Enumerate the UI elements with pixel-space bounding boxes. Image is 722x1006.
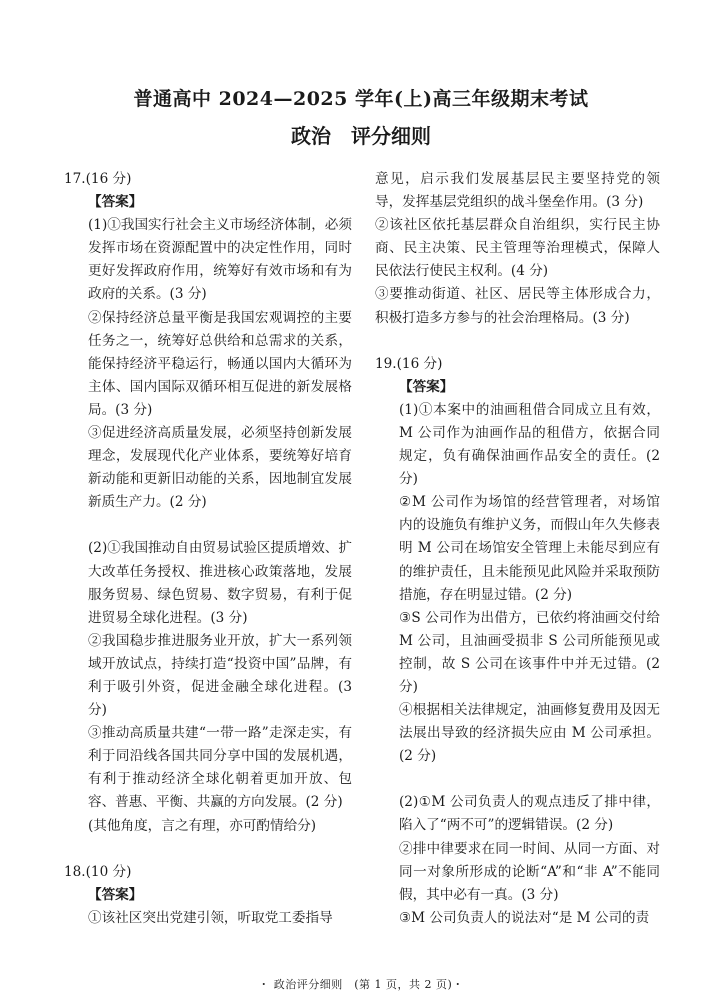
spacer [64,838,352,861]
q17-paragraph: (2)①我国推动自由贸易试验区提质增效、扩大改革任务授权、推进核心政策落地，发展服务贸易、绿色贸易、数字贸易，有利于促进贸易全球化进程。(3 分) [88,540,352,626]
page-title: 普通高中 2024—2025 学年(上)高三年级期末考试 [133,88,589,110]
q17-paragraph: ②我国稳步推进服务业开放，扩大一系列领域开放试点，持续打造“投资中国”品牌，有利于吸引外资，促进金融全球化进程。(3 分) [88,632,352,719]
q18-paragraph: ①该社区突出党建引领，听取党工委指导 [88,909,333,926]
page-footer: ・ 政治评分细则 (第 1 页，共 2 页)・ [258,978,464,991]
question-17-number: 17.(16 分) [64,171,132,187]
q19-paragraph: (1)①本案中的油画租借合同成立且有效，M 公司作为油画作品的租借方，依据合同规定，负有确保油画作品安全的责任。(2 分) [399,401,660,488]
question-17-answer-label: 【答案】 [88,194,143,211]
spacer [375,768,660,791]
q19-paragraph: ②排中律要求在同一时间、从同一方面、对同一对象所形成的论断“A”和“非 A”不能同假，其中必有一真。(3 分) [399,840,660,903]
q19-paragraph: ②M 公司作为场馆的经营管理者，对场馆内的设施负有维护义务，而假山年久失修表明 M 公司在场馆安全管理上未能尽到应有的维护责任，且未能预见此风险并采取预防措施，存在明显过错。(2 分) [399,494,660,603]
q19-paragraph: (2)①M 公司负责人的观点违反了排中律，陷入了“两不可”的逻辑错误。(2 分) [399,794,660,834]
spacer [64,514,352,537]
q18-paragraph: ③要推动街道、社区、居民等主体形成合力，积极打造多方参与的社会治理格局。(3 分) [375,286,660,326]
question-18-number: 18.(10 分) [64,863,132,880]
q19-paragraph: ④根据相关法律规定，油画修复费用及因无法展出导致的经济损失应由 M 公司承担。(2 分) [399,702,660,765]
spacer [375,330,660,353]
q18-paragraph: ②该社区依托基层群众自治组织，实行民主协商、民主决策、民主管理等治理模式，保障人民依法行使民主权利。(4 分) [375,217,660,280]
q18-paragraph: 意见，启示我们发展基层民主要坚持党的领导，发挥基层党组织的战斗堡垒作用。(3 分) [375,171,660,211]
q17-paragraph: (1)①我国实行社会主义市场经济体制，必须发挥市场在资源配置中的决定性作用，同时更好发挥政府作用，统筹好有效市场和有为政府的关系。(3 分) [88,217,352,303]
right-column [375,168,660,930]
question-18-answer-label: 【答案】 [88,886,143,903]
q19-paragraph: ③S 公司作为出借方，已依约将油画交付给 M 公司，且油画受损非 S 公司所能预见或控制，故 S 公司在该事件中并无过错。(2 分) [399,609,660,695]
q19-paragraph: ③M 公司负责人的说法对“是 M 公司的责 [399,909,650,926]
page-subtitle: 政治 评分细则 [291,124,431,148]
question-19-number: 19.(16 分) [375,355,443,372]
q17-paragraph: ②保持经济总量平衡是我国宏观调控的主要任务之一，统筹好总供给和总需求的关系，能保持经济平稳运行，畅通以国内大循环为主体、国内国际双循环相互促进的新发展格局。(3 分) [88,309,352,418]
question-19-answer-label: 【答案】 [399,378,454,395]
q17-paragraph: ③促进经济高质量发展，必须坚持创新发展理念，发展现代化产业体系，要统筹好培育新动能和更新旧动能的关系，因地制宜发展新质生产力。(2 分) [88,425,352,511]
left-column [64,168,352,930]
q17-note: (其他角度，言之有理，亦可酌情给分) [88,817,317,834]
q17-paragraph: ③推动高质量共建“一带一路”走深走实，有利于同沿线各国共同分享中国的发展机遇，有利于推动经济全球化朝着更加开放、包容、普惠、平衡、共赢的方向发展。(2 分) [88,725,352,811]
